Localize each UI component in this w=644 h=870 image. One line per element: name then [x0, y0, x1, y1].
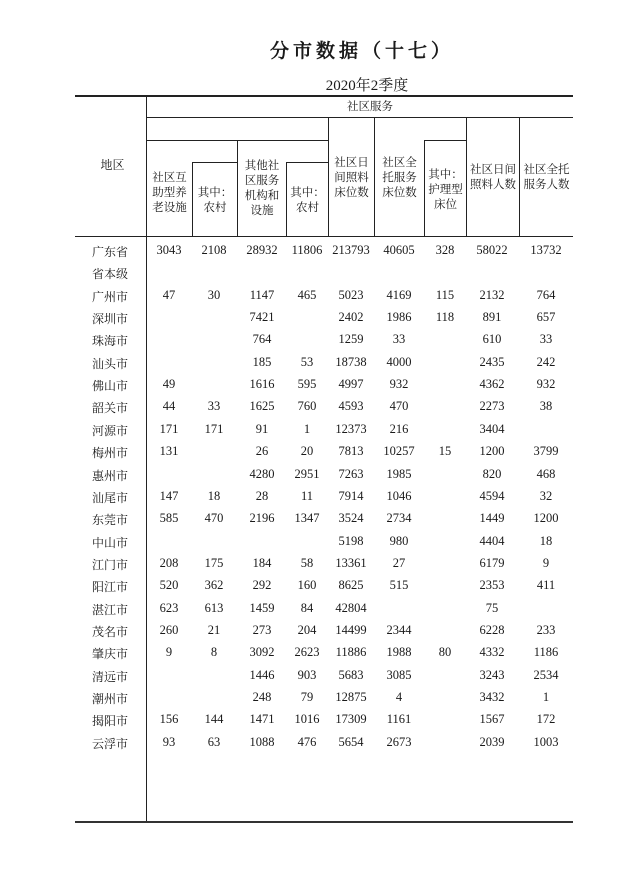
header-col-6: 社区全 托服务 床位数	[382, 155, 417, 199]
table-cell: 172	[536, 712, 556, 727]
header-col-5: 社区日 间照料 床位数	[334, 155, 369, 199]
row-region-label: 阳江市	[91, 580, 128, 595]
header-col-9: 社区全托 服务人数	[523, 162, 570, 191]
table-cell: 515	[389, 578, 409, 593]
table-cell: 1147	[249, 287, 275, 302]
table-cell: 38	[539, 399, 553, 414]
table-cell: 44	[162, 399, 176, 414]
table-cell: 2196	[249, 511, 275, 526]
table-cell: 18	[207, 488, 221, 503]
table-cell: 3092	[249, 645, 275, 660]
row-region-label: 省本级	[91, 267, 128, 282]
table-cell: 764	[536, 287, 556, 302]
table-cell: 10257	[383, 444, 415, 459]
table-cell: 21	[207, 622, 221, 637]
row-region-label: 肇庆市	[91, 647, 128, 662]
header-col-8: 社区日间 照料人数	[470, 162, 516, 191]
table-cell: 2273	[479, 399, 505, 414]
table-cell: 144	[204, 712, 224, 727]
row-region-label: 潮州市	[91, 692, 128, 706]
table-cell: 7914	[338, 488, 364, 503]
table-cell: 20	[300, 444, 314, 459]
table-cell: 3243	[479, 667, 505, 682]
table-cell: 184	[252, 555, 272, 570]
table-cell: 185	[252, 354, 272, 369]
table-cell: 1567	[479, 712, 505, 727]
table-cell: 1449	[479, 511, 505, 526]
rural-box-top-2	[286, 162, 328, 163]
table-cell: 1625	[249, 399, 275, 414]
table-cell: 610	[482, 332, 502, 347]
table-cell: 11886	[335, 645, 367, 660]
table-cell: 1	[542, 690, 550, 704]
table-cell: 623	[159, 600, 179, 615]
table-cell: 2402	[338, 310, 364, 325]
table-cell: 5683	[338, 667, 364, 682]
table-cell: 362	[204, 578, 224, 593]
table-cell: 6179	[479, 555, 505, 570]
table-cell: 328	[435, 243, 455, 257]
row-region-label: 东莞市	[91, 513, 128, 528]
row-region-label: 深圳市	[91, 312, 128, 327]
table-cell: 1459	[249, 600, 275, 615]
header-col-2: 其中： 农村	[197, 185, 233, 214]
table-cell: 1259	[338, 332, 364, 347]
header-col-1: 社区互 助型养 老设施	[152, 170, 187, 214]
nursing-box-top	[424, 140, 466, 141]
table-cell: 1046	[386, 488, 412, 503]
row-region-label: 湛江市	[91, 602, 128, 617]
table-cell: 75	[485, 600, 499, 615]
table-cell: 3432	[479, 690, 505, 704]
table-cell: 3799	[533, 444, 559, 459]
table-cell: 932	[389, 377, 409, 392]
table-cell: 9	[165, 645, 173, 660]
table-cell: 216	[389, 421, 409, 436]
table-cell: 242	[536, 354, 556, 369]
table-cell: 4593	[338, 399, 364, 414]
table-cell: 980	[389, 533, 409, 548]
table-cell: 470	[204, 511, 224, 526]
table-cell: 33	[392, 332, 406, 347]
table-cell: 118	[435, 310, 455, 325]
table-cell: 14499	[335, 622, 367, 637]
table-cell: 15	[438, 444, 452, 459]
table-cell: 260	[159, 622, 179, 637]
table-cell: 1446	[249, 667, 275, 682]
table-cell: 208	[159, 555, 179, 570]
table-cell: 1200	[479, 444, 505, 459]
row-region-label: 云浮市	[91, 736, 128, 751]
table-cell: 147	[159, 488, 179, 503]
table-cell: 91	[255, 421, 269, 436]
table-cell: 1186	[533, 645, 559, 660]
table-cell: 2132	[479, 287, 505, 302]
row-region-label: 河源市	[91, 423, 128, 438]
table-cell: 4169	[386, 287, 412, 302]
table-cell: 80	[438, 645, 452, 660]
table-cell: 4594	[479, 488, 505, 503]
table-cell: 3085	[386, 667, 412, 682]
header-col-3: 其他社 区服务 机构和 设施	[244, 158, 280, 217]
page-title: 分市数据（十七）	[269, 40, 454, 62]
table-cell: 470	[389, 399, 409, 414]
table-cell: 7421	[249, 310, 275, 325]
table-cell: 1200	[533, 511, 559, 526]
table-cell: 5023	[338, 287, 364, 302]
row-region-label: 韶关市	[91, 401, 128, 416]
table-cell: 2623	[294, 645, 320, 660]
header-bottom-rule	[75, 236, 573, 237]
group-header-rule	[146, 117, 573, 118]
table-cell: 11	[300, 488, 314, 503]
row-region-label: 惠州市	[91, 468, 128, 483]
table-cell: 3524	[338, 511, 364, 526]
table-cell: 7813	[338, 444, 364, 459]
table-cell: 1	[303, 421, 311, 436]
table-cell: 465	[297, 287, 317, 302]
table-cell: 32	[539, 488, 553, 503]
table-cell: 6228	[479, 622, 505, 637]
table-cell: 28	[255, 488, 269, 503]
table-cell: 233	[536, 622, 556, 637]
row-region-label: 茂名市	[91, 624, 128, 639]
table-cell: 2435	[479, 354, 505, 369]
table-cell: 4404	[479, 533, 505, 548]
header-group: 社区服务	[347, 99, 393, 113]
table-cell: 4362	[479, 377, 505, 392]
table-cell: 1471	[249, 712, 275, 727]
row-region-label: 汕头市	[91, 356, 128, 371]
table-cell: 3404	[479, 421, 505, 436]
table-cell: 93	[162, 734, 176, 749]
table-cell: 764	[252, 332, 272, 347]
table-cell: 7263	[338, 466, 364, 481]
table-cell: 2734	[386, 511, 412, 526]
row-region-label: 佛山市	[91, 379, 128, 394]
table-cell: 13361	[335, 555, 367, 570]
table-cell: 1161	[386, 712, 412, 727]
table-bottom-rule	[75, 821, 573, 823]
table-cell: 2344	[386, 622, 412, 637]
table-cell: 2108	[201, 243, 227, 257]
table-cell: 4280	[249, 466, 275, 481]
table-cell: 33	[207, 399, 221, 414]
table-cell: 213793	[332, 243, 370, 257]
row-region-label: 江门市	[91, 557, 128, 572]
table-cell: 47	[162, 287, 176, 302]
table-cell: 3043	[156, 243, 182, 257]
table-cell: 468	[536, 466, 556, 481]
row-region-label: 清远市	[91, 669, 128, 684]
row-region-label: 珠海市	[91, 334, 128, 349]
header-col-4: 其中： 农村	[290, 185, 325, 214]
table-cell: 79	[300, 690, 314, 704]
table-cell: 820	[482, 466, 502, 481]
table-cell: 595	[297, 377, 317, 392]
row-region-label: 广东省	[91, 245, 128, 259]
table-cell: 131	[159, 444, 179, 459]
table-cell: 2951	[294, 466, 320, 481]
table-cell: 160	[297, 578, 317, 593]
table-cell: 613	[204, 600, 224, 615]
rural-box-top-1	[192, 162, 237, 163]
table-cell: 4997	[338, 377, 364, 392]
table-cell: 2353	[479, 578, 505, 593]
table-cell: 204	[297, 622, 317, 637]
table-cell: 248	[252, 690, 272, 704]
table-cell: 4000	[386, 354, 412, 369]
table-cell: 40605	[383, 243, 415, 257]
table-cell: 33	[539, 332, 553, 347]
table-cell: 1003	[533, 734, 559, 749]
table-cell: 932	[536, 377, 556, 392]
table-cell: 2039	[479, 734, 505, 749]
table-cell: 49	[162, 377, 176, 392]
table-cell: 1016	[294, 712, 320, 727]
row-region-label: 汕尾市	[91, 490, 128, 505]
table-cell: 760	[297, 399, 317, 414]
table-cell: 12875	[335, 690, 367, 704]
table-cell: 4332	[479, 645, 505, 660]
table-cell: 115	[435, 287, 455, 302]
table-cell: 8625	[338, 578, 364, 593]
table-cell: 1088	[249, 734, 275, 749]
table-cell: 8	[210, 645, 218, 660]
table-cell: 18738	[335, 354, 367, 369]
table-cell: 891	[482, 310, 502, 325]
table-cell: 5198	[338, 533, 364, 548]
table-cell: 175	[204, 555, 224, 570]
table-cell: 476	[297, 734, 317, 749]
table-cell: 1616	[249, 377, 275, 392]
row-region-label: 中山市	[91, 535, 128, 550]
table-cell: 53	[300, 354, 314, 369]
table-cell: 58	[300, 555, 314, 570]
table-cell: 27	[392, 555, 406, 570]
table-cell: 411	[536, 578, 556, 593]
table-cell: 520	[159, 578, 179, 593]
table-cell: 903	[297, 667, 317, 682]
table-cell: 273	[252, 622, 272, 637]
table-cell: 17309	[335, 712, 367, 727]
table-cell: 156	[159, 712, 179, 727]
table-cell: 18	[539, 533, 553, 548]
table-top-rule	[75, 95, 573, 97]
row-region-label: 梅州市	[91, 446, 128, 461]
row-region-label: 广州市	[91, 289, 128, 304]
table-cell: 12373	[335, 421, 367, 436]
table-cell: 9	[542, 555, 550, 570]
table-cell: 4	[395, 690, 403, 704]
row-region-label: 揭阳市	[91, 714, 128, 729]
table-cell: 171	[204, 421, 224, 436]
table-cell: 63	[207, 734, 221, 749]
table-cell: 84	[300, 600, 314, 615]
table-cell: 42804	[335, 600, 367, 615]
header-region: 地区	[100, 158, 125, 172]
page-subtitle: 2020年2季度	[325, 78, 409, 94]
table-cell: 30	[207, 287, 221, 302]
table-cell: 1347	[294, 511, 320, 526]
table-cell: 5654	[338, 734, 364, 749]
table-cell: 2673	[386, 734, 412, 749]
table-cell: 28932	[246, 243, 278, 257]
header-col-7: 其中： 护理型 床位	[428, 167, 463, 211]
table-cell: 171	[159, 421, 179, 436]
table-cell: 657	[536, 310, 556, 325]
table-cell: 1985	[386, 466, 412, 481]
table-cell: 1986	[386, 310, 412, 325]
table-cell: 26	[255, 444, 269, 459]
table-cell: 2534	[533, 667, 559, 682]
table-cell: 58022	[476, 243, 508, 257]
table-cell: 292	[252, 578, 272, 593]
table-cell: 585	[159, 511, 179, 526]
table-cell: 11806	[291, 243, 323, 257]
table-cell: 13732	[530, 243, 562, 257]
table-cell: 1988	[386, 645, 412, 660]
